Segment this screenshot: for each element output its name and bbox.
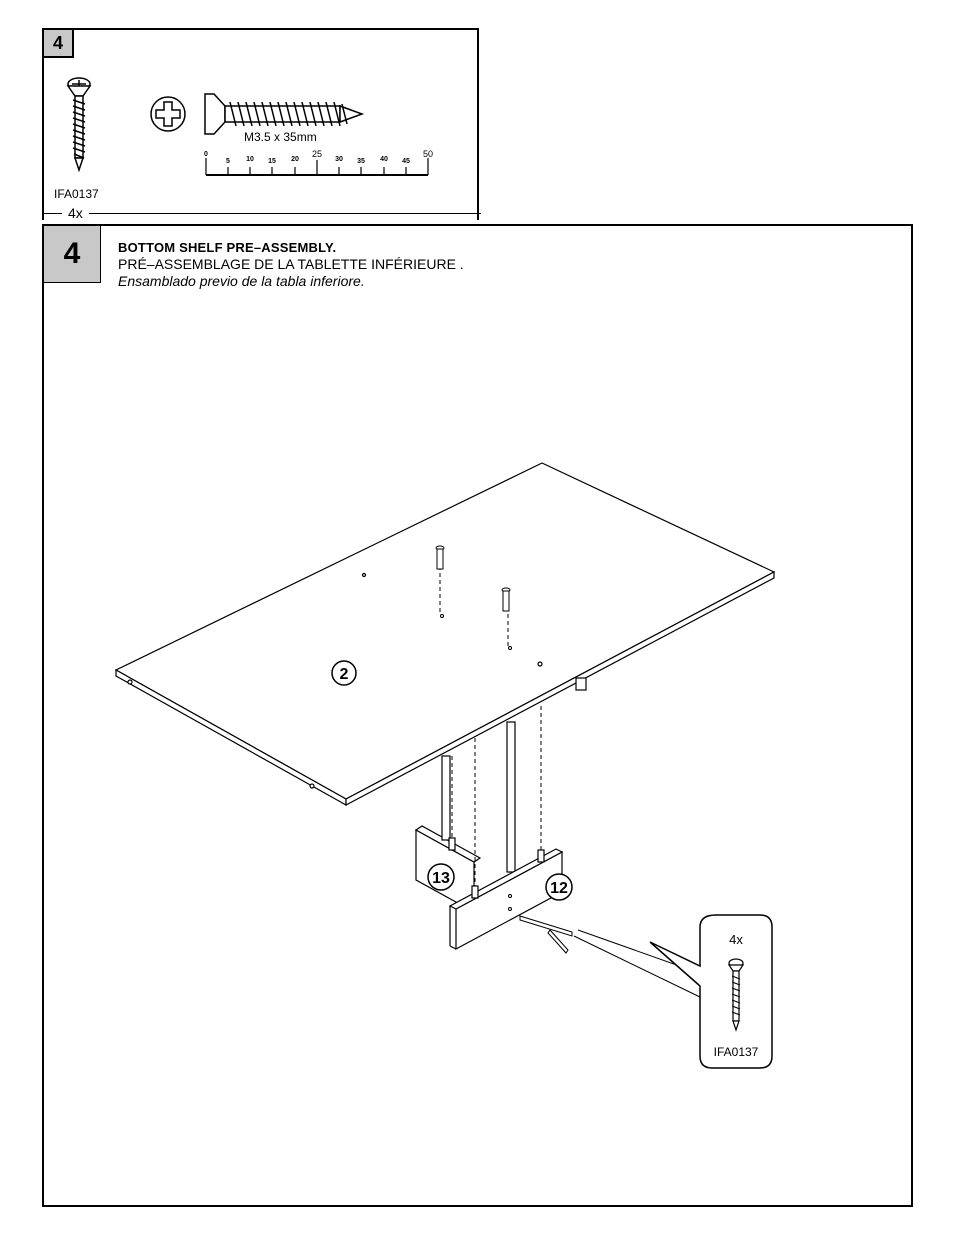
callout-quantity: 4x xyxy=(729,932,743,947)
ruler xyxy=(206,158,428,175)
step-number: 4 xyxy=(44,226,101,283)
screw-size-label: M3.5 x 35mm xyxy=(244,130,317,144)
hardware-code: IFA0137 xyxy=(54,187,99,201)
title-french: PRÉ–ASSEMBLAGE DE LA TABLETTE INFÉRIEURE . xyxy=(118,256,464,272)
phillips-head-icon xyxy=(151,97,185,131)
part-label-right-support: 12 xyxy=(550,880,568,897)
ruler-label: 30 xyxy=(335,156,343,163)
screw-icon xyxy=(68,78,90,170)
part-label-left-support: 13 xyxy=(432,870,450,887)
part-label-shelf: 2 xyxy=(339,666,349,683)
hardware-callout xyxy=(650,915,772,1068)
hardware-illustration xyxy=(44,30,481,222)
hardware-step-number: 4 xyxy=(44,30,74,58)
ruler-label: 5 xyxy=(226,158,230,165)
title-english: BOTTOM SHELF PRE–ASSEMBLY. xyxy=(118,240,337,255)
hardware-box xyxy=(42,28,479,220)
step-panel xyxy=(42,224,913,1207)
ruler-label: 15 xyxy=(268,158,276,165)
ruler-label: 35 xyxy=(357,158,365,165)
title-spanish: Ensamblado previo de la tabla inferiore. xyxy=(118,273,365,289)
ruler-label: 10 xyxy=(246,156,254,163)
shelf-panel-2 xyxy=(116,463,774,805)
quantity-divider xyxy=(44,213,481,214)
ruler-label: 45 xyxy=(402,158,410,165)
ruler-label: 40 xyxy=(380,156,388,163)
hardware-quantity: 4x xyxy=(62,205,89,221)
callout-code: IFA0137 xyxy=(713,1045,759,1059)
ruler-label: 25 xyxy=(311,149,323,159)
assembly-diagram xyxy=(44,226,911,1205)
support-screws xyxy=(509,895,703,999)
screw-side-icon xyxy=(205,94,362,134)
ruler-label: 20 xyxy=(291,156,299,163)
ruler-label: 0 xyxy=(204,151,208,158)
ruler-label: 50 xyxy=(422,149,434,159)
